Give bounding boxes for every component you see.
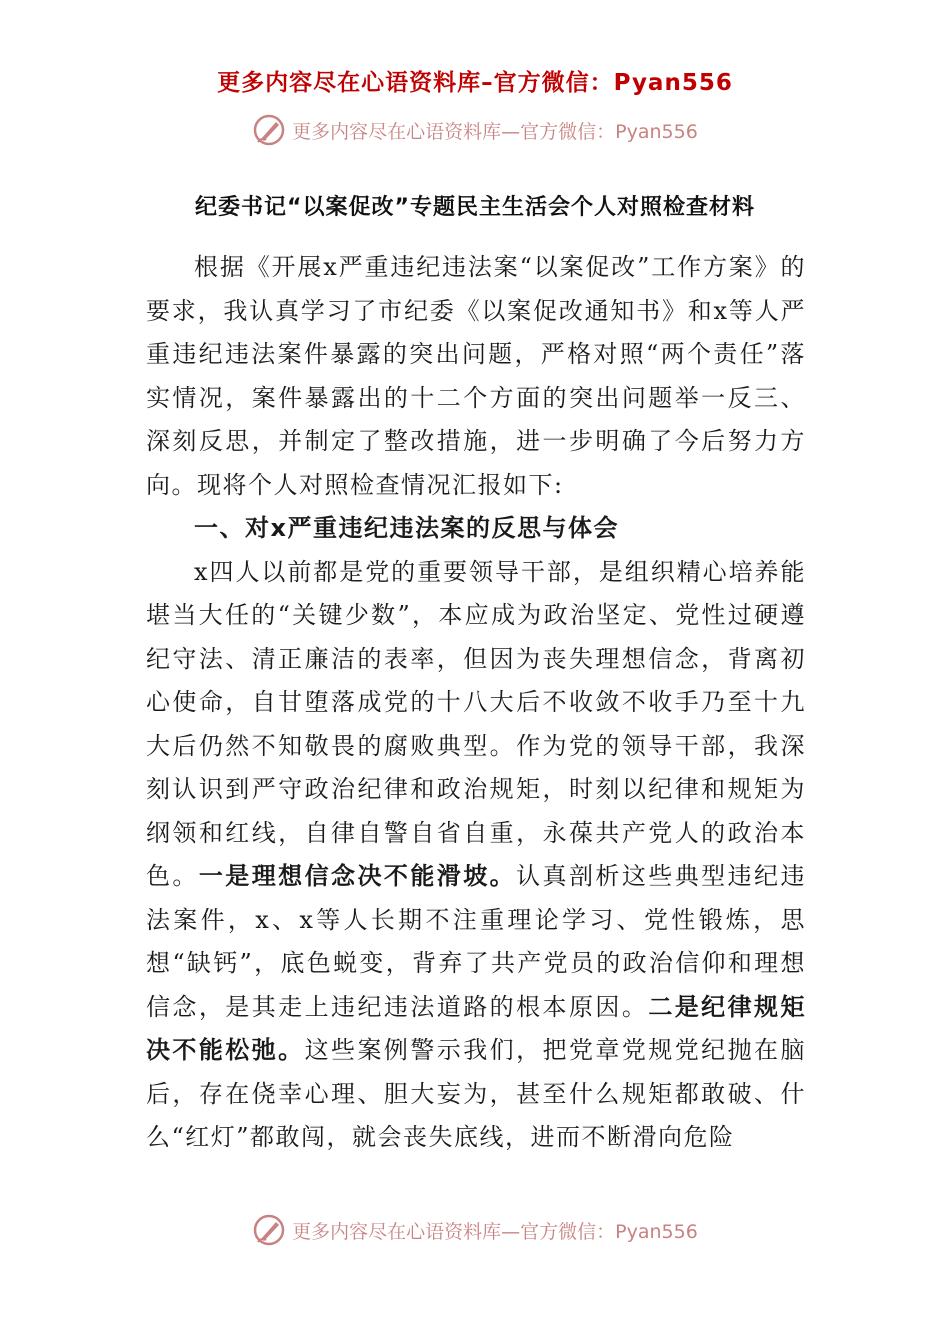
watermark-bottom	[0, 1210, 950, 1250]
point-one-heading: 一是理想信念决不能滑坡。	[198, 862, 517, 890]
section-paragraph-text: x四人以前都是党的重要领导干部，是组织精心培养能堪当大任的“关键少数”，本应成为政治坚定、党性过硬遵纪守法、清正廉洁的表率，但因为丧失理想信念，背离初心使命，自甘堕落成党的十八大后不收敛不收手乃至十九大后仍然不知敬畏的腐败典型。作为党的领导干部，我深刻认识到严守政治纪律和政治规矩，时刻以纪律和规矩为纲领和红线，自律自警自省自重，永葆共产党人的政治本色。	[146, 557, 806, 890]
pen-logo-icon	[252, 1213, 286, 1247]
section-heading: 一、对x严重违纪违法案的反思与体会	[194, 514, 619, 542]
document-title: 纪委书记“以案促改”专题民主生活会个人对照检查材料	[195, 195, 755, 220]
point-two-text: 这些案例警示我们，把党章党规党纪抛在脑后，存在侥幸心理、胆大妄为，甚至什么规矩都敢破、什么“红灯”都敢闯，就会丧失底线，进而不断滑向危险	[146, 1036, 806, 1151]
top-banner: 更多内容尽在心语资料库–官方微信：Pyan556	[217, 70, 733, 96]
section-paragraph	[146, 551, 806, 1160]
watermark-text: 更多内容尽在心语资料库—官方微信：Pyan556	[292, 120, 698, 143]
point-one-text: 认真剖析这些典型违纪违法案件，x、x等人长期不注重理论学习、党性锻炼，思想“缺钙”，底色蜕变，背弃了共产党员的政治信仰和理想信念，是其走上违纪违法道路的根本原因。	[146, 862, 806, 1021]
document-body	[146, 246, 806, 1160]
point-two-heading: 二是纪律规矩决不能松弛。	[146, 992, 806, 1064]
watermark-text: 更多内容尽在心语资料库—官方微信：Pyan556	[292, 1220, 698, 1243]
watermark-top	[0, 110, 950, 150]
pen-logo-icon	[252, 113, 286, 147]
intro-paragraph: 根据《开展x严重违纪违法案“以案促改”工作方案》的要求，我认真学习了市纪委《以案促改通知书》和x等人严重违纪违法案件暴露的突出问题，严格对照“两个责任”落实情况，案件暴露出的十二个方面的突出问题举一反三、深刻反思，并制定了整改措施，进一步明确了今后努力方向。现将个人对照检查情况汇报如下:	[146, 253, 806, 499]
